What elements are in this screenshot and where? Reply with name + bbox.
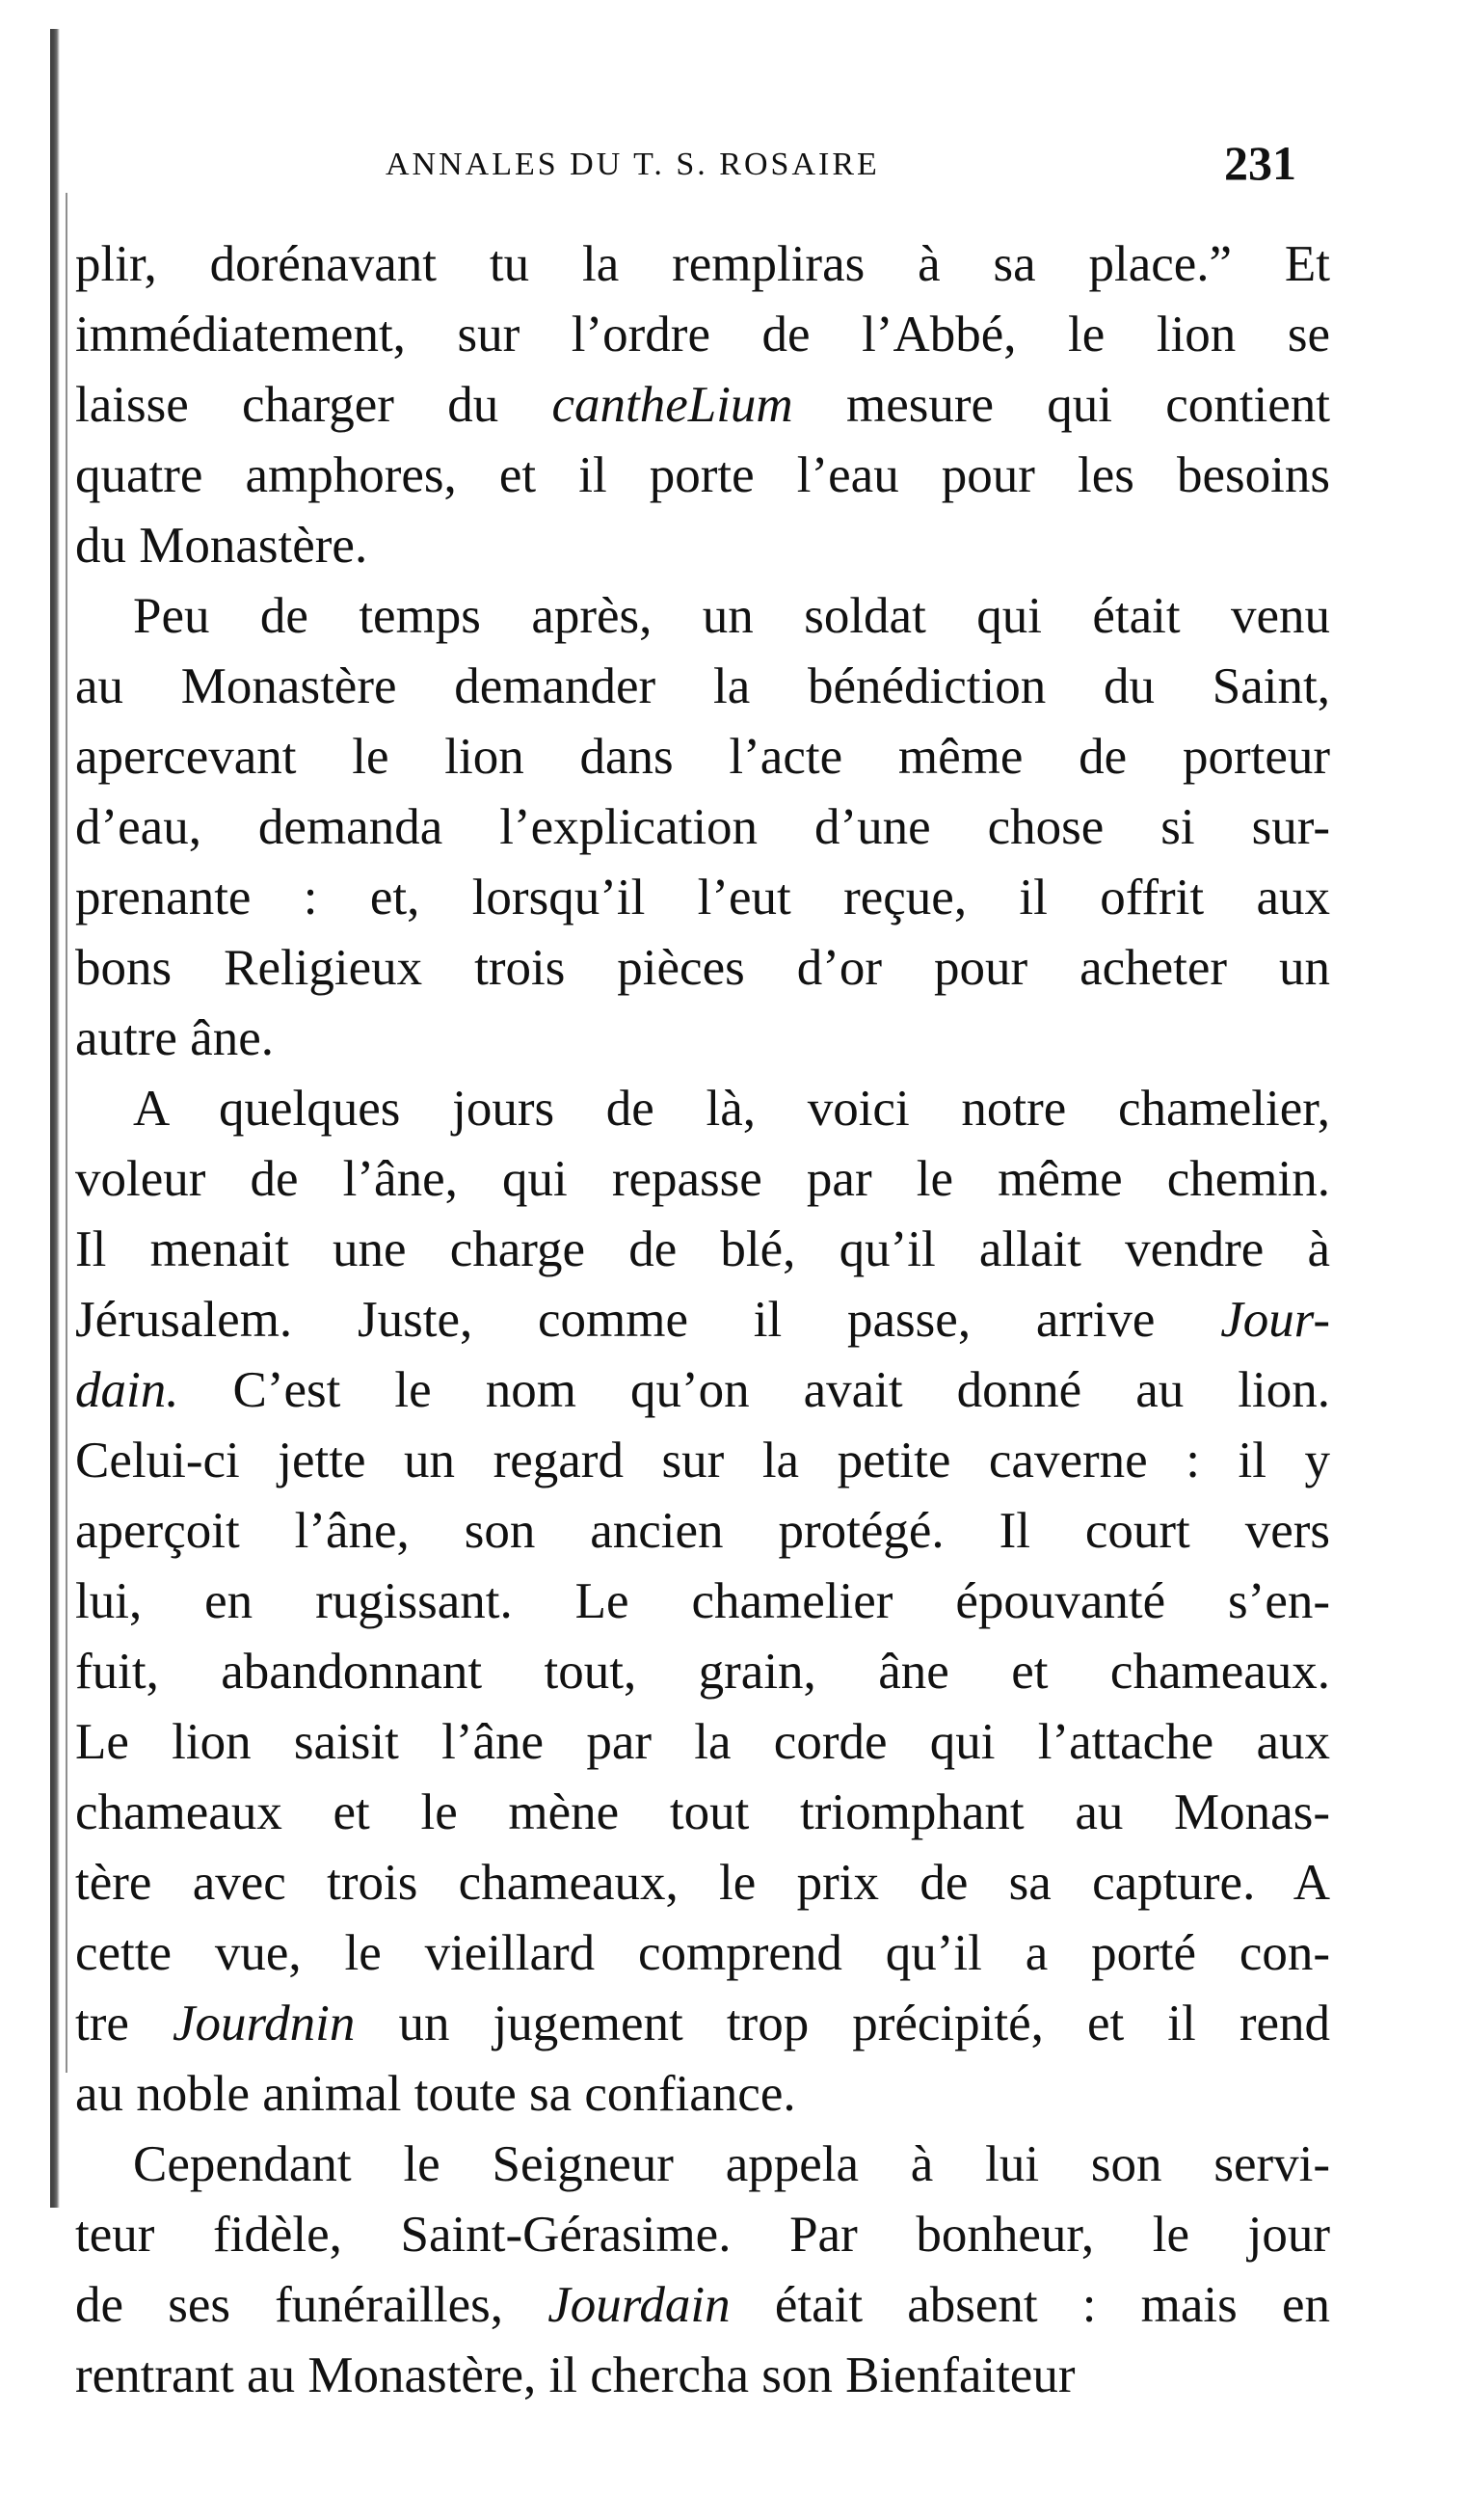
paragraph xyxy=(75,581,1330,1074)
text-line: Cependant le Seigneur appela à lui son servi- xyxy=(133,2136,1330,2192)
page-header xyxy=(0,135,1466,193)
text-line: apercevant le lion dans l’acte même de porteur xyxy=(75,729,1330,785)
text-line: voleur de l’âne, qui repasse par le même chemin. xyxy=(75,1151,1330,1207)
text-line: dain. C’est le nom qu’on avait donné au lion. xyxy=(75,1362,1330,1418)
text-line: prenante : et, lorsqu’il l’eut reçue, il offrit aux xyxy=(75,870,1330,925)
text-line: d’eau, demanda l’explication d’une chose si sur- xyxy=(75,799,1330,855)
text-line: du Monastère. xyxy=(75,518,368,574)
paragraph xyxy=(75,1074,1330,2130)
text-line: fuit, abandonnant tout, grain, âne et chameaux. xyxy=(75,1644,1330,1700)
binding-shadow-line xyxy=(66,193,67,2073)
text-line: plir, dorénavant tu la rempliras à sa place.” Et xyxy=(75,236,1330,292)
text-line: rentrant au Monastère, il chercha son Bienfaiteur xyxy=(75,2347,1076,2403)
page-number: 231 xyxy=(1224,136,1296,190)
text-line: lui, en rugissant. Le chamelier épouvanté s’en- xyxy=(75,1573,1330,1629)
text-line: bons Religieux trois pièces d’or pour acheter un xyxy=(75,940,1330,996)
text-line: quatre amphores, et il porte l’eau pour les besoins xyxy=(75,447,1330,503)
text-line: Jérusalem. Juste, comme il passe, arrive Jour- xyxy=(75,1292,1330,1348)
text-line: aperçoit l’âne, son ancien protégé. Il court vers xyxy=(75,1503,1330,1559)
text-line: chameaux et le mène tout triomphant au Monas- xyxy=(75,1784,1330,1840)
text-line: de ses funérailles, Jourdain était absent : mais en xyxy=(75,2277,1330,2333)
body-text xyxy=(75,229,1330,2411)
running-head: ANNALES DU T. S. ROSAIRE xyxy=(386,147,880,182)
binding-edge xyxy=(50,29,60,2208)
text-line: A quelques jours de là, voici notre chamelier, xyxy=(133,1081,1330,1137)
text-line: Le lion saisit l’âne par la corde qui l’attache aux xyxy=(75,1714,1330,1770)
text-line: tère avec trois chameaux, le prix de sa capture. A xyxy=(75,1855,1330,1911)
text-line: Peu de temps après, un soldat qui était venu xyxy=(133,588,1330,644)
text-line: cette vue, le vieillard comprend qu’il a porté con- xyxy=(75,1925,1330,1981)
text-line: laisse charger du cantheLium mesure qui contient xyxy=(75,377,1330,433)
text-line: tre Jourdnin un jugement trop précipité, et il rend xyxy=(75,1996,1330,2051)
paragraph xyxy=(75,2130,1330,2411)
text-line: au Monastère demander la bénédiction du Saint, xyxy=(75,658,1330,714)
text-line: autre âne. xyxy=(75,1010,274,1066)
text-line: Celui-ci jette un regard sur la petite caverne : il y xyxy=(75,1433,1330,1488)
text-line: Il menait une charge de blé, qu’il allait vendre à xyxy=(75,1221,1330,1277)
text-line: immédiatement, sur l’ordre de l’Abbé, le lion se xyxy=(75,307,1330,362)
text-line: teur fidèle, Saint-Gérasime. Par bonheur, le jour xyxy=(75,2207,1330,2263)
text-line: au noble animal toute sa confiance. xyxy=(75,2066,796,2122)
paragraph xyxy=(75,229,1330,581)
